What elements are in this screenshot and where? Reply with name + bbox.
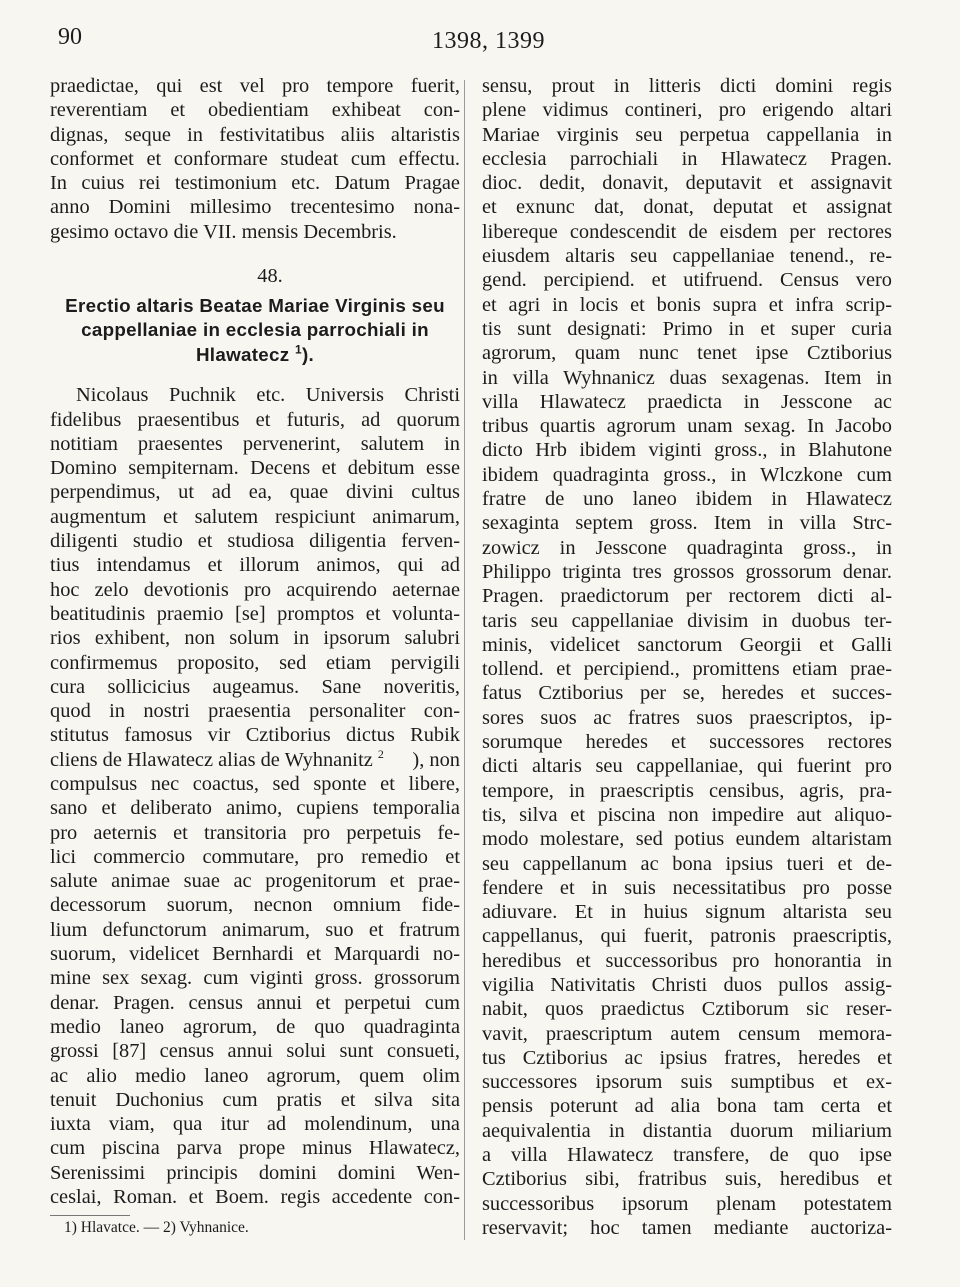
text-line: suorum, videlicet Bernhardi et Marquardi no-	[50, 943, 460, 966]
text-line: denar. Pragen. census annui et perpetui cum	[50, 991, 460, 1014]
text-line: conformet et conformare studeat cum effectu.	[50, 147, 460, 170]
text-line-part: ), non	[412, 748, 460, 771]
text-line: eiusdem altaris seu cappellaniae tenend., re-	[482, 245, 892, 268]
text-line: Serenissimi principis domini domini Wen-	[50, 1161, 460, 1184]
text-line: vavit, praescriptum autem censum memora-	[482, 1022, 892, 1045]
text-line: gesimo octavo die VII. mensis Decembris.	[50, 220, 397, 243]
text-line: tollend. et percipiend., promittens etiam prae-	[482, 658, 892, 681]
text-line: Pragen. praedictorum per rectorem dicti al-	[482, 585, 892, 608]
text-line: pro aeternis et transitoria pro perpetuis fe-	[50, 821, 460, 844]
text-line: adiuvare. Et in huius signum altarista seu	[482, 901, 892, 924]
text-line: sensu, prout in litteris dicti domini regis	[482, 75, 892, 97]
text-line: tis sunt designati: Primo in et super curia	[482, 317, 892, 340]
text-line: reservavit; hoc tamen mediante auctoriza-	[482, 1216, 892, 1239]
text-line: compulsus nec coactus, sed sponte et libere,	[50, 773, 460, 795]
text-line: confirmemus proposito, sed etiam pervigili	[50, 651, 460, 674]
text-line: villa Hlawatecz praedicta in Jesscone ac	[482, 390, 892, 413]
text-line: pensis poterunt ad alia bona tam certa et	[482, 1095, 892, 1118]
text-line: cum piscina parva prope minus Hlawatecz,	[50, 1137, 460, 1160]
text-line: tus Cztiborius ac ipsius fratres, heredes et	[482, 1046, 892, 1069]
heading-line-end: ).	[301, 343, 315, 365]
text-line: lium defunctorum animarum, suo et fratrum	[50, 918, 460, 941]
text-line: a villa Hlawatecz transfere, de quo ipse	[482, 1144, 892, 1167]
text-line: fendere et in suis necessitatibus pro posse	[482, 876, 892, 899]
text-line: sorumque heredes et successores rectores	[482, 731, 892, 754]
text-line: dignas, seque in festivitatibus aliis altaristis	[50, 123, 460, 146]
text-line: notitiam praesentes pervenerint, salutem in	[50, 432, 460, 455]
text-line: sano et deliberato animo, cupiens temporalia	[50, 797, 460, 820]
text-line: tempore, in praescriptis censibus, agris, pra-	[482, 779, 892, 802]
text-line: rios exhibent, non solum in ipsorum salubri	[50, 627, 460, 650]
text-line: gend. percipiend. et utifruend. Census vero	[482, 269, 892, 292]
text-line: grossi [87] census annui solui sunt consueti,	[50, 1040, 460, 1063]
text-line: beatitudinis praemio [se] promptos et volunta-	[50, 602, 460, 625]
text-line: nabit, quos praedictus Cztiborum sic reser-	[482, 998, 892, 1021]
text-line: tis, silva et piscina non impedire aut aliquo-	[482, 803, 892, 826]
text-line: successores ipsorum suis sumptibus et ex-	[482, 1071, 892, 1094]
right-column	[482, 74, 892, 1240]
text-line: Mariae virginis seu perpetua cappellania in	[482, 123, 892, 146]
heading-line: cappellaniae in ecclesia parrochiali in	[81, 319, 429, 341]
text-line: vigilia Nativitatis Christi duos pullos assig-	[482, 973, 892, 996]
text-line: tribus quartis agrorum unam sexag. In Jacobo	[482, 415, 892, 438]
text-line: anno Domini millesimo trecentesimo nona-	[50, 196, 460, 219]
text-line: minis, videlicet sanctorum Georgii et Galli	[482, 633, 892, 656]
column-divider	[464, 80, 465, 1240]
text-line: Nicolaus Puchnik etc. Universis Christi	[76, 384, 460, 407]
text-line: ecclesia parrochiali in Hlawatecz Pragen.	[482, 147, 892, 170]
text-line: medio laneo agrorum, de quo quadraginta	[50, 1015, 460, 1038]
text-line: dicti altaris seu cappellaniae, qui fuerint pro	[482, 755, 892, 778]
text-line: successoribus ipsorum plenam potestatem	[482, 1192, 892, 1215]
text-line: ceslai, Roman. et Boem. regis accedente con-	[50, 1186, 460, 1209]
text-line: libereque condescendit de eisdem per rectores	[482, 220, 892, 243]
text-line: salute animae suae ac progenitorum et prae-	[50, 870, 460, 893]
page-number: 90	[58, 24, 82, 50]
text-line-part: cliens de Hlawatecz alias de Wyhnanitz	[50, 748, 373, 771]
text-line: fatus Cztiborius per se, heredes et succes-	[482, 682, 892, 705]
text-line: fratre de uno laneo ibidem in Hlawatecz	[482, 488, 892, 511]
text-line: Domino sempiternam. Decens et debitum esse	[50, 457, 460, 480]
text-line: stitutus famosus vir Cztiborius dictus Rubik	[50, 724, 460, 747]
text-line: dicto Hrb ibidem viginti gross., in Blahutone	[482, 439, 892, 462]
text-line: quod in nostri praesentia personaliter con-	[50, 700, 460, 723]
heading-line: Erectio altaris Beatae Mariae Virginis seu	[65, 295, 445, 317]
text-line: ac alio medio laneo agrorum, quem olim	[50, 1064, 460, 1087]
heading-line-text: Hlawatecz	[195, 343, 290, 365]
text-line: perpendimus, ut ad ea, quae divini cultus	[50, 481, 460, 504]
text-line: cappellanus, qui fuerit, patronis praescriptis,	[482, 925, 892, 948]
running-head: 1398, 1399	[432, 28, 545, 54]
text-line: Philippo triginta tres grossos grossorum denar.	[482, 560, 892, 583]
text-line: plene vidimus contineri, pro erigendo altari	[482, 99, 892, 122]
text-line	[50, 748, 460, 772]
text-line: hoc zelo devotionis pro acquirendo aeternae	[50, 578, 460, 601]
text-line: tenuit Duchonius cum pratis et silva sita	[50, 1088, 460, 1111]
text-line: zowicz in Jesscone quadraginta gross., in	[482, 536, 892, 559]
footnotes: 1) Hlavatce. — 2) Vyhnanice.	[64, 1219, 249, 1237]
body-paragraph	[50, 383, 460, 1209]
text-line: taris seu cappellaniae divisim in duobus ter-	[482, 609, 892, 632]
text-line: reverentiam et obedientiam exhibeat con-	[50, 99, 460, 122]
text-line: diligenti studio et studiosa diligentia ferven-	[50, 530, 460, 553]
text-line: In cuius rei testimonium etc. Datum Pragae	[50, 172, 460, 195]
text-line: decessorum suorum, necnon omnium fide-	[50, 894, 460, 917]
text-line: et exnunc dat, donat, deputat et assignat	[482, 196, 892, 219]
document-heading	[50, 294, 460, 367]
text-line: aequivalentia in distantia duorum miliarium	[482, 1119, 892, 1142]
text-line: iuxta viam, qua itur ad molendinum, una	[50, 1113, 460, 1136]
text-line: augmentum et salutem respiciunt animarum,	[50, 505, 460, 528]
text-line: sores suos ac fratres suos praescriptos, ip-	[482, 706, 892, 729]
intro-paragraph	[50, 74, 460, 244]
text-line: mine sex sexag. cum viginti gross. grossorum	[50, 967, 460, 990]
text-line: Cztiborius sibi, fratribus suis, heredibus et	[482, 1168, 892, 1191]
text-line: in villa Wyhnanicz duas sexagenas. Item in	[482, 366, 892, 389]
text-line: tius intendamus et illorum animos, qui ad	[50, 554, 460, 577]
text-line: agrorum, quam nunc tenet ipse Cztiborius	[482, 342, 892, 365]
text-line: et agri in locis et bonis supra et infra scrip-	[482, 293, 892, 316]
footnote-rule	[50, 1215, 130, 1216]
text-line: seu cappellanum ac bona ipsius tueri et de-	[482, 852, 892, 875]
text-line: heredibus et successoribus pro honorantia in	[482, 949, 892, 972]
text-line: fidelibus praesentibus et futuris, ad quorum	[50, 408, 460, 431]
text-line: cura sollicicius augeamus. Sane noveritis,	[50, 675, 460, 698]
footnote-mark: 2	[377, 746, 384, 761]
footnote-mark: 1	[295, 342, 302, 357]
text-line: lici commercio commutare, pro remedio et	[50, 845, 460, 868]
document-number: 48.	[257, 265, 283, 288]
text-line: ibidem quadraginta gross., in Wlczkone cum	[482, 463, 892, 486]
text-line: modo molestare, sed potius eundem altaristam	[482, 828, 892, 851]
heading-line	[50, 343, 460, 367]
text-line: dioc. dedit, donavit, deputavit et assignavit	[482, 172, 892, 195]
left-column	[50, 74, 460, 1238]
text-line: praedictae, qui est vel pro tempore fuerit,	[50, 75, 460, 97]
text-line: sexaginta septem gross. Item in villa Strc-	[482, 512, 892, 535]
